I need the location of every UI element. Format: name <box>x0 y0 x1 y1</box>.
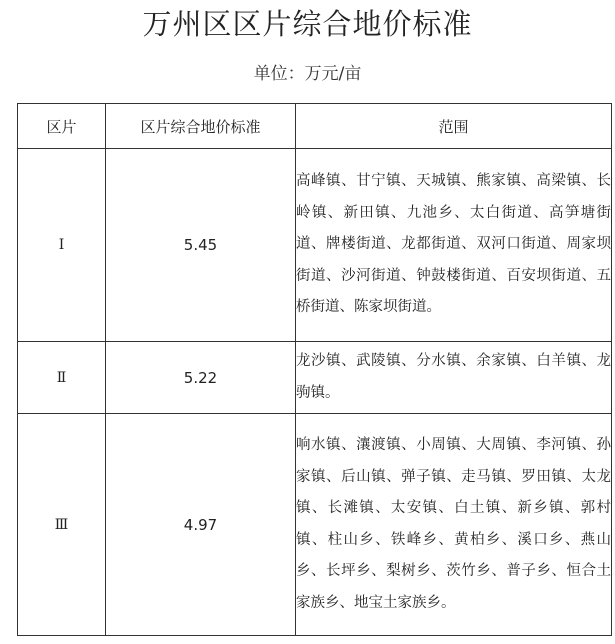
scope-cell: 龙沙镇、武陵镇、分水镇、余家镇、白羊镇、龙驹镇。 <box>296 342 612 414</box>
header-price: 区片综合地价标准 <box>106 104 296 149</box>
table-row <box>18 342 612 414</box>
header-zone: 区片 <box>18 104 106 149</box>
zone-cell: Ⅱ <box>18 342 106 414</box>
scope-cell: 响水镇、瀼渡镇、小周镇、大周镇、李河镇、孙家镇、后山镇、弹子镇、走马镇、罗田镇、太龙镇、长滩镇、太安镇、白土镇、新乡镇、郭村镇、柱山乡、铁峰乡、黄柏乡、溪口乡、燕山乡、长坪乡、梨树乡、茨竹乡、普子乡、恒合土家族乡、地宝土家族乡。 <box>296 414 612 636</box>
table-row <box>18 414 612 636</box>
scope-cell: 高峰镇、甘宁镇、天城镇、熊家镇、高梁镇、长岭镇、新田镇、九池乡、太白街道、高笋塘街道、牌楼街道、龙都街道、双河口街道、周家坝街道、沙河街道、钟鼓楼街道、百安坝街道、五桥街道、陈家坝街道。 <box>296 149 612 342</box>
unit-label: 单位：万元/亩 <box>253 64 362 84</box>
table-row <box>18 149 612 342</box>
land-price-table <box>17 103 612 636</box>
table-header-row <box>18 104 612 149</box>
price-cell: 5.45 <box>106 149 296 342</box>
price-cell: 5.22 <box>106 342 296 414</box>
price-cell: 4.97 <box>106 414 296 636</box>
header-scope: 范围 <box>296 104 612 149</box>
zone-cell: Ⅰ <box>18 149 106 342</box>
zone-cell: Ⅲ <box>18 414 106 636</box>
document-title: 万州区区片综合地价标准 <box>142 7 473 41</box>
